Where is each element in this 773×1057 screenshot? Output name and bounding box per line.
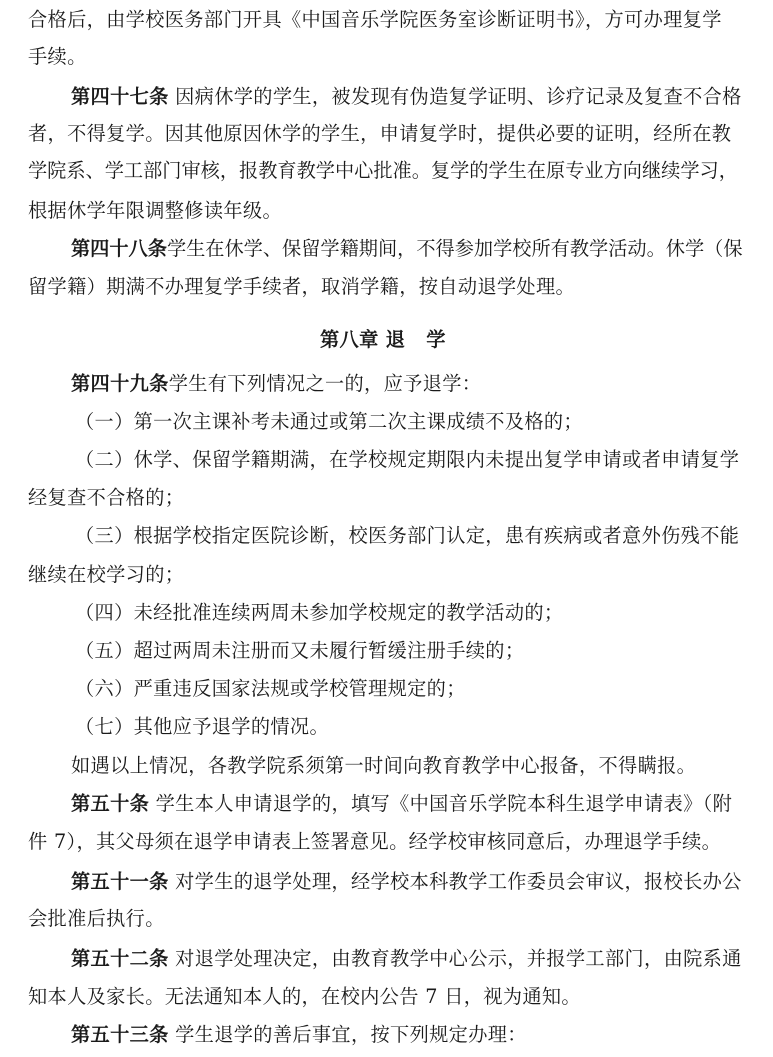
list-item-text: （四）未经批准连续两周未参加学校规定的教学活动的；: [75, 601, 564, 624]
paragraph-text: 者，不得复学。因其他原因休学的学生，申请复学时，提供必要的证明，经所在教: [28, 122, 732, 145]
paragraph-text: 学生在休学、保留学籍期间，不得参加学校所有教学活动。休学（保: [166, 237, 743, 260]
paragraph-text: 对退学处理决定，由教育教学中心公示，并报学工部门，由院系通: [168, 947, 742, 970]
list-item-text: （一）第一次主课补考未通过或第二次主课成绩不及格的；: [75, 410, 583, 433]
article-49-item-3: [75, 523, 739, 549]
paragraph-text: 合格后，由学校医务部门开具《中国音乐学院医务室诊断证明书》，方可办理复学: [28, 8, 722, 31]
article-49: [71, 371, 481, 397]
article-49-item-2: [75, 447, 739, 473]
paragraph-text: 件 7），其父母须在退学申请表上签署意见。经学校审核同意后，办理退学手续。: [28, 830, 722, 853]
article-50: [71, 791, 732, 817]
article-49-note: [71, 753, 696, 779]
article-number: 第五十一条: [71, 870, 169, 893]
paragraph-text: 知本人及家长。无法通知本人的，在校内公告 7 日，视为通知。: [28, 985, 581, 1008]
article-number: 第四十九条: [71, 372, 169, 395]
article-48: [71, 236, 743, 262]
article-46-continuation: [28, 7, 722, 33]
list-item-text: （三）根据学校指定医院诊断，校医务部门认定，患有疾病或者意外伤残不能: [75, 524, 740, 547]
article-number: 第四十八条: [71, 237, 167, 260]
paragraph-text: 留学籍）期满不办理复学手续者，取消学籍，按自动退学处理。: [28, 275, 576, 298]
article-49-item-1: [75, 409, 583, 435]
article-49-item-4: [75, 600, 563, 626]
paragraph-text: 如遇以上情况，各教学院系须第一时间向教育教学中心报备，不得瞒报。: [71, 754, 697, 777]
article-49-item-3-line-2: [28, 562, 184, 588]
paragraph-text: 学生本人申请退学的，填写《中国音乐学院本科生退学申请表》（附: [149, 792, 733, 815]
paragraph-text: 因病休学的学生，被发现有伪造复学证明、诊疗记录及复查不合格: [168, 85, 742, 108]
paragraph-text: 对学生的退学处理，经学校本科教学工作委员会审议，报校长办公: [168, 870, 742, 893]
paragraph-text: 会批准后执行。: [28, 907, 165, 930]
list-item-text: （六）严重违反国家法规或学校管理规定的；: [75, 677, 466, 700]
paragraph-text: 根据休学年限调整修读年级。: [28, 199, 282, 222]
list-item-text: （七）其他应予退学的情况。: [75, 715, 329, 738]
article-47: [71, 84, 742, 110]
article-number: 第五十二条: [71, 947, 169, 970]
article-51: [71, 869, 742, 895]
article-47-line-4: [28, 198, 282, 224]
chapter-title: 第八章 退 学: [320, 328, 446, 351]
list-item-text: 经复查不合格的；: [28, 486, 185, 509]
chapter-heading: [320, 327, 446, 353]
article-number: 第五十三条: [71, 1023, 169, 1046]
list-item-text: （五）超过两周未注册而又未履行暂缓注册手续的；: [75, 639, 525, 662]
article-number: 第五十条: [71, 792, 150, 815]
article-46-continuation-line-2: [28, 44, 87, 70]
article-52-line-2: [28, 984, 581, 1010]
article-52: [71, 946, 742, 972]
article-47-line-3: [28, 158, 738, 184]
paragraph-text: 学生退学的善后事宜，按下列规定办理：: [168, 1023, 527, 1046]
article-53: [71, 1022, 527, 1048]
article-47-line-2: [28, 121, 731, 147]
article-number: 第四十七条: [71, 85, 169, 108]
list-item-text: 继续在校学习的；: [28, 563, 185, 586]
article-49-item-6: [75, 676, 466, 702]
paragraph-text: 手续。: [28, 45, 87, 68]
paragraph-text: 学生有下列情况之一的，应予退学：: [168, 372, 482, 395]
article-51-line-2: [28, 906, 165, 932]
article-50-line-2: [28, 829, 721, 855]
article-49-item-2-line-2: [28, 485, 184, 511]
article-48-line-2: [28, 274, 575, 300]
article-49-item-7: [75, 714, 329, 740]
paragraph-text: 学院系、学工部门审核，报教育教学中心批准。复学的学生在原专业方向继续学习，: [28, 159, 738, 182]
list-item-text: （二）休学、保留学籍期满，在学校规定期限内未提出复学申请或者申请复学: [75, 448, 740, 471]
article-49-item-5: [75, 638, 524, 664]
